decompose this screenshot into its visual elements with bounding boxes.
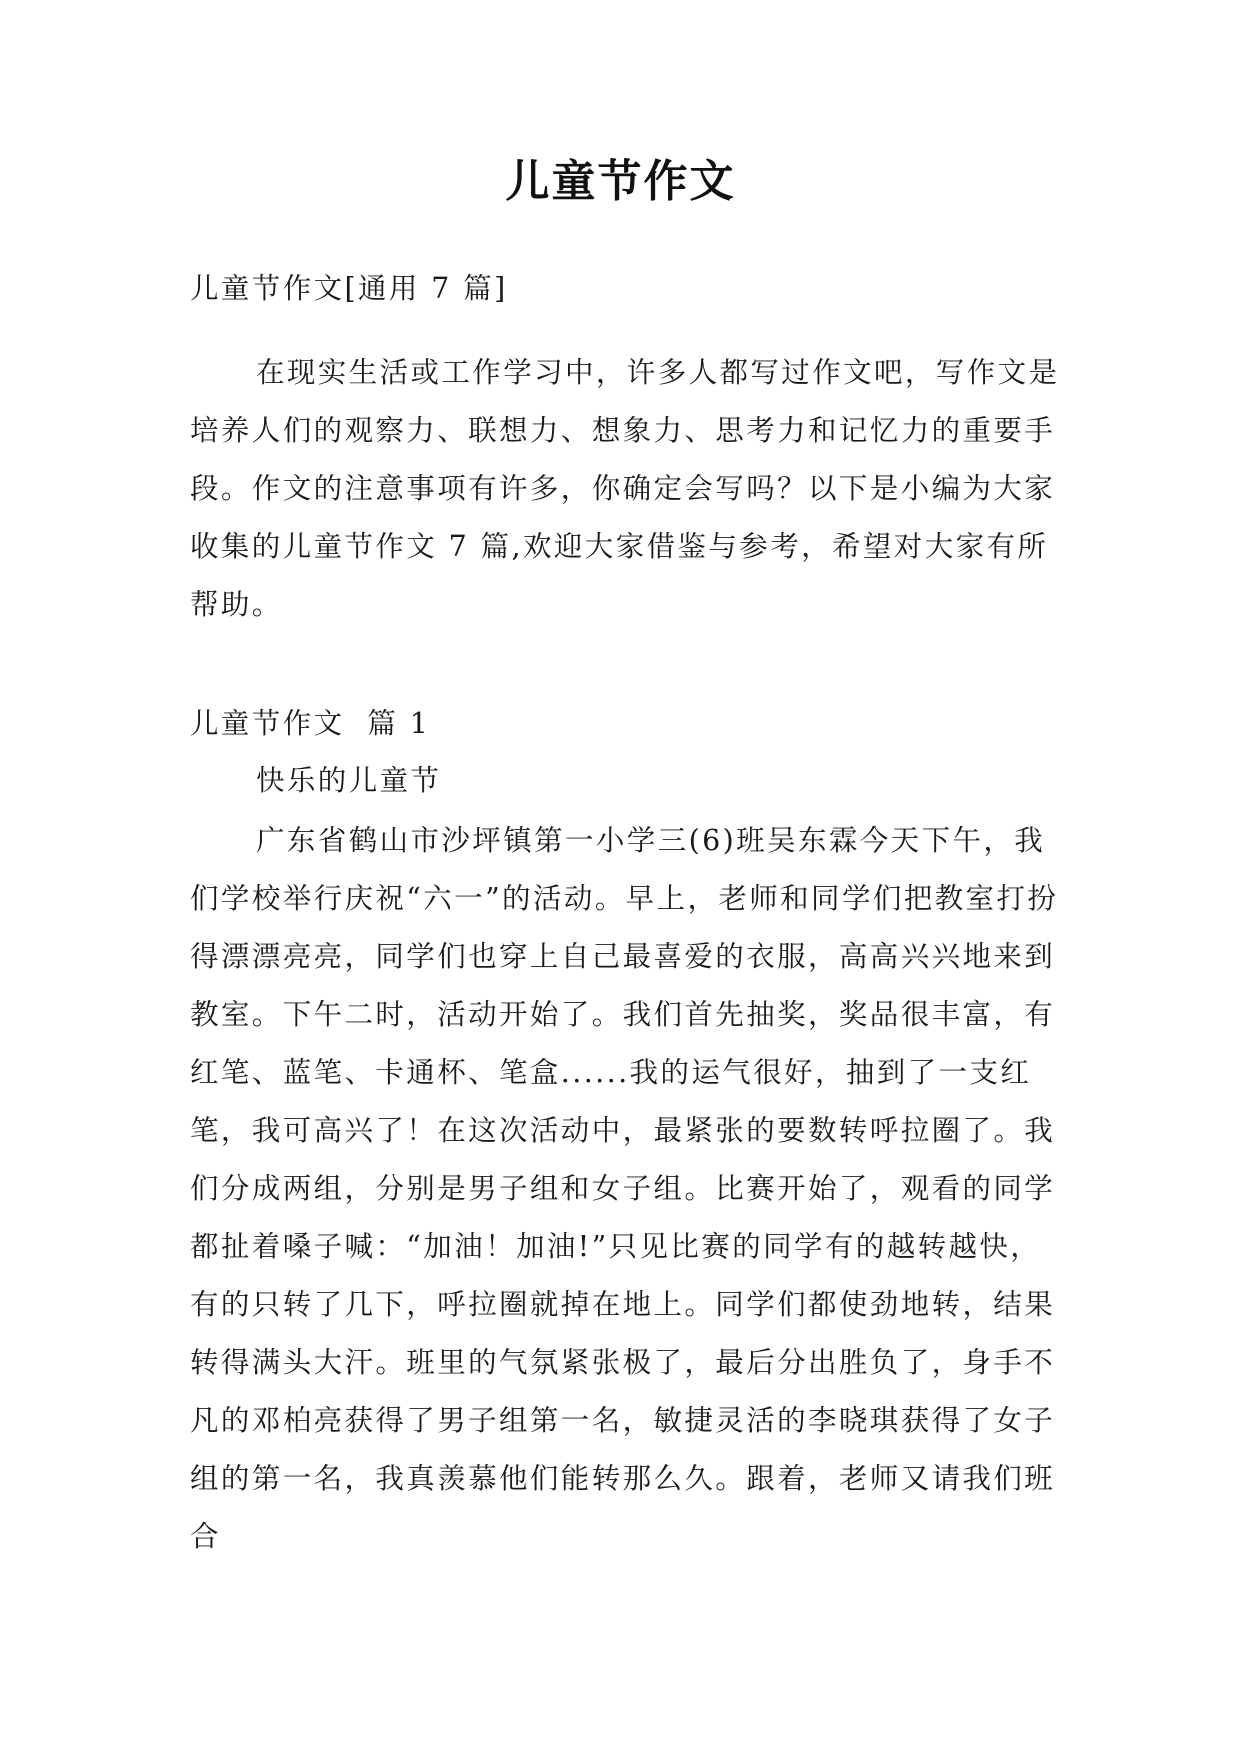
essay-body-text: 广东省鹤山市沙坪镇第一小学三(6)班吴东霖今天下午，我们学校举行庆祝“六一”的活动。早上，老师和同学们把教室打扮得漂漂亮亮，同学们也穿上自己最喜爱的衣服，高高兴兴地来到教室。下午二时，活动开始了。我们首先抽奖，奖品很丰富，有红笔、蓝笔、卡通杯、笔盒......我的运气很好，抽到了一支红笔，我可高兴了！在这次活动中，最紧张的要数转呼拉圈了。我们分成两组，分别是男子组和女子组。比赛开始了，观看的同学都扯着嗓子喊：“加油！加油!”只见比赛的同学有的越转越快，有的只转了几下，呼拉圈就掉在地上。同学们都使劲地转，结果转得满头大汗。班里的气氛紧张极了，最后分出胜负了，身手不凡的邓柏亮获得了男子组第一名，敏捷灵活的李晓琪获得了女子组的第一名，我真羡慕他们能转那么久。跟着，老师又请我们班合 — [190, 824, 1059, 1553]
document-subtitle — [190, 260, 1060, 318]
intro-paragraph — [190, 344, 1060, 634]
subtitle-text: 儿童节作文[通用 7 篇] — [190, 272, 508, 305]
section-heading — [190, 695, 1060, 753]
intro-text: 在现实生活或工作学习中，许多人都写过作文吧，写作文是培养人们的观察力、联想力、想象力、思考力和记忆力的重要手段。作文的注意事项有许多，你确定会写吗？以下是小编为大家收集的儿童节作文 7 篇,欢迎大家借鉴与参考，希望对大家有所帮助。 — [190, 356, 1060, 621]
essay-body — [190, 812, 1060, 1566]
section-heading-text: 儿童节作文 篇 1 — [190, 707, 431, 740]
essay-title-text: 快乐的儿童节 — [256, 764, 442, 797]
document-title: 儿童节作文 — [505, 156, 736, 207]
essay-title — [190, 752, 1060, 810]
